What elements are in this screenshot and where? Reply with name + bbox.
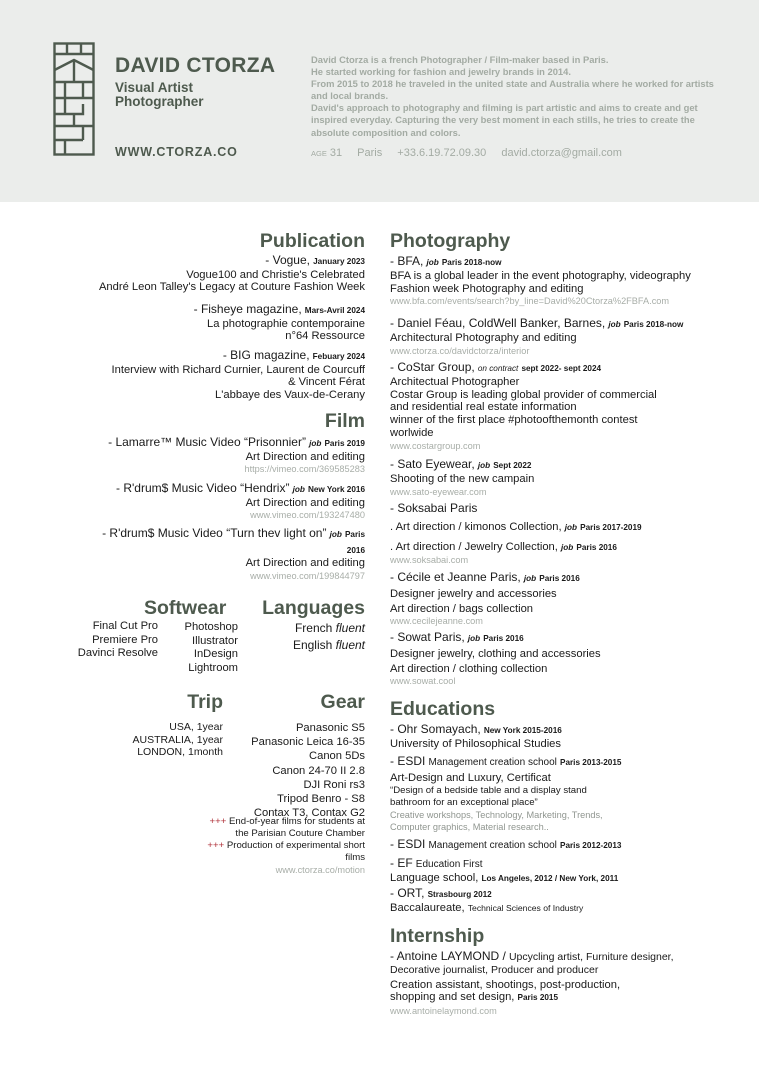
photo-url[interactable]: www.bfa.com/events/search?by_line=David%20Ctorza%2FBFA.com (390, 296, 670, 307)
photo-item-cecile: - Cécile et Jeanne Paris, job Paris 2016 Designer jewelry and accessories Art direction / bags collection www.cecilejeanne.com (390, 571, 750, 627)
film-desc: Art Direction and editing (245, 450, 365, 463)
film-name: - R'drum$ Music Video “Turn thev light on” (102, 526, 327, 540)
age-value: 31 (329, 147, 343, 159)
photo-url[interactable]: www.ctorza.co/davidctorza/interior (390, 345, 530, 356)
photo-item-bfa: - BFA, job Paris 2018-now BFA is a global leader in the event photography, videography Fashion week Photography and editing www.bfa.com/events/search?by_line=David%20Ctorza%2FBFA.com (390, 255, 750, 307)
photo-url[interactable]: www.cecilejeanne.com (390, 616, 483, 627)
photo-item-feau: - Daniel Féau, ColdWell Banker, Barnes, job Paris 2018-now Architectural Photography and editing www.ctorza.co/davidctorza/interior (390, 317, 750, 357)
pub-line: & Vincent Férat (288, 376, 365, 389)
header-band (0, 0, 759, 202)
photo-url[interactable]: www.costargroup.com (390, 440, 481, 451)
edu-item: - ESDI Management creation school Paris 2013-2015 Art-Design and Luxury, Certificat “Design of a bedside table and a display stand bathroom for an exceptional place” Creative workshops, Technology, Marketing, Trends, Computer graphics, Material research.. (390, 754, 622, 832)
role-line: Visual Artist (115, 80, 194, 95)
publication-item (45, 349, 365, 402)
pub-name: - Fisheye magazine, (193, 302, 302, 316)
photo-item-costar: - CoStar Group, on contract sept 2022- sept 2024 Architectual Photographer Costar Group is leading global provider of commercial and residential real estate information winner of the first place #photoofthemonth contest worlwide www.costargroup.com (390, 361, 750, 452)
bio-line: David's approach to photography and filming is part artistic and aims to create and get inspired everyday. Capturing the very best moment in each stills, he tries to create the absolute composition and colors. (311, 102, 698, 138)
pub-date: Mars-Avril 2024 (304, 306, 365, 315)
internship-item: - Antoine LAYMOND / Upcycling artist, Furniture designer, Decorative journalist, Producer and producer Creation assistant, shootings, post-production, shopping and set design, Paris 2015 www.antoinelaymond.com (390, 950, 750, 1017)
film-item: - Lamarre™ Music Video “Prisonnier” job Paris 2019 Art Direction and editing https://vimeo.com/369585283 (45, 436, 365, 475)
section-title-trip: Trip (187, 691, 223, 713)
pub-line: Vogue100 and Christie's Celebrated (186, 268, 365, 281)
pub-date: Febuary 2024 (312, 352, 365, 361)
internship-url[interactable]: www.antoinelaymond.com (390, 1006, 497, 1017)
photo-url[interactable]: www.soksabai.com (390, 555, 469, 566)
bio-line: From 2015 to 2018 he traveled in the united state and Australia where he worked for artists and local brands. (311, 78, 714, 102)
languages-list: French fluent English fluent (292, 621, 365, 652)
pub-name: - BIG magazine, (222, 348, 310, 362)
edu-item: - ORT, Strasbourg 2012 Baccalaureate, Technical Sciences of Industry (390, 886, 584, 914)
film-desc: Art Direction and editing (245, 557, 365, 570)
photo-url[interactable]: www.sowat.cool (390, 676, 456, 687)
pub-name: - Vogue, (265, 253, 310, 267)
film-name: - Lamarre™ Music Video “Prisonnier” (108, 435, 306, 449)
photo-item-sato: - Sato Eyewear, job Sept 2022 Shooting of the new campain www.sato-eyewear.com (390, 458, 750, 498)
city: Paris (357, 147, 383, 159)
film-url[interactable]: www.vimeo.com/199844797 (250, 571, 365, 582)
pub-line: L'abbaye des Vaux-de-Cerany (215, 389, 365, 402)
section-title-photography: Photography (390, 230, 511, 252)
film-item: - R'drum$ Music Video “Hendrix” job New York 2016 Art Direction and editing www.vimeo.com/193247480 (45, 482, 365, 521)
film-year: 2016 (346, 545, 365, 555)
film-url[interactable]: www.vimeo.com/193247480 (250, 510, 365, 521)
section-title-publication: Publication (259, 230, 365, 252)
pub-line: André Leon Talley's Legacy at Couture Fashion Week (98, 281, 365, 294)
age-label: AGE (311, 149, 327, 158)
film-item: - R'drum$ Music Video “Turn thev light on” job Paris 2016 Art Direction and editing www.vimeo.com/199844797 (45, 527, 365, 582)
email[interactable]: david.ctorza@gmail.com (501, 147, 622, 159)
section-title-gear: Gear (320, 691, 365, 713)
pub-line: n°64 Ressource (285, 330, 365, 343)
bio-line: He started working for fashion and jewelry brands in 2014. (311, 66, 571, 78)
pub-line: Interview with Richard Curnier, Laurent de Courcuff (111, 363, 365, 376)
role-line: Photographer (115, 94, 204, 109)
logo-icon (53, 42, 95, 156)
photo-item-sowat: - Sowat Paris, job Paris 2016 Designer jewelry, clothing and accessories Art direction / clothing collection www.sowat.cool (390, 631, 750, 687)
pub-date: January 2023 (313, 257, 365, 266)
section-title-languages: Languages (262, 597, 365, 619)
publication-item (45, 254, 365, 294)
profile-name: DAVID CTORZA (115, 54, 276, 77)
website-link[interactable]: WWW.CTORZA.CO (115, 145, 238, 159)
gear-notes: +++ End-of-year films for students at the Parisian Couture Chamber +++ Production of experimental short films www.ctorza.co/motion (207, 816, 365, 875)
edu-item: - EF Education First Language school, Los Angeles, 2012 / New York, 2011 (390, 856, 619, 884)
film-url[interactable]: https://vimeo.com/369585283 (244, 464, 365, 475)
bio-text (311, 54, 719, 139)
profile-role (115, 81, 204, 109)
gear-url[interactable]: www.ctorza.co/motion (275, 865, 365, 875)
gear-list: Panasonic S5 Panasonic Leica 16-35 Canon 5Ds Canon 24-70 II 2.8 DJI Roni rs3 Tripod Benro - S8 Contax T3, Contax G2 (251, 722, 365, 820)
edu-item: - ESDI Management creation school Paris 2012-2013 (390, 837, 622, 851)
softwear-col: Photoshop Illustrator InDesign Lightroom (184, 621, 238, 674)
phone[interactable]: +33.6.19.72.09.30 (397, 147, 487, 159)
photo-url[interactable]: www.sato-eyewear.com (390, 486, 487, 497)
section-title-softwear: Softwear (144, 597, 227, 619)
trip-list: USA, 1year AUSTRALIA, 1year LONDON, 1month (132, 721, 223, 758)
pub-line: La photographie contemporaine (207, 317, 365, 330)
bio-line: David Ctorza is a french Photographer / Film-maker based in Paris. (311, 54, 609, 65)
softwear-col: Final Cut Pro Premiere Pro Davinci Resolve (77, 620, 158, 660)
section-title-film: Film (324, 410, 365, 432)
film-desc: Art Direction and editing (245, 496, 365, 509)
edu-item: - Ohr Somayach, New York 2015-2016 University of Philosophical Studies (390, 722, 562, 750)
contact-line (311, 147, 622, 159)
section-title-internship: Internship (390, 925, 485, 947)
film-name: - R'drum$ Music Video “Hendrix” (115, 481, 290, 495)
photo-item-soksabai: - Soksabai Paris . Art direction / kimonos Collection, job Paris 2017-2019 . Art direction / Jewelry Collection, job Paris 2016 www.soksabai.com (390, 502, 750, 566)
publication-item (45, 303, 365, 343)
section-title-educations: Educations (390, 698, 496, 720)
